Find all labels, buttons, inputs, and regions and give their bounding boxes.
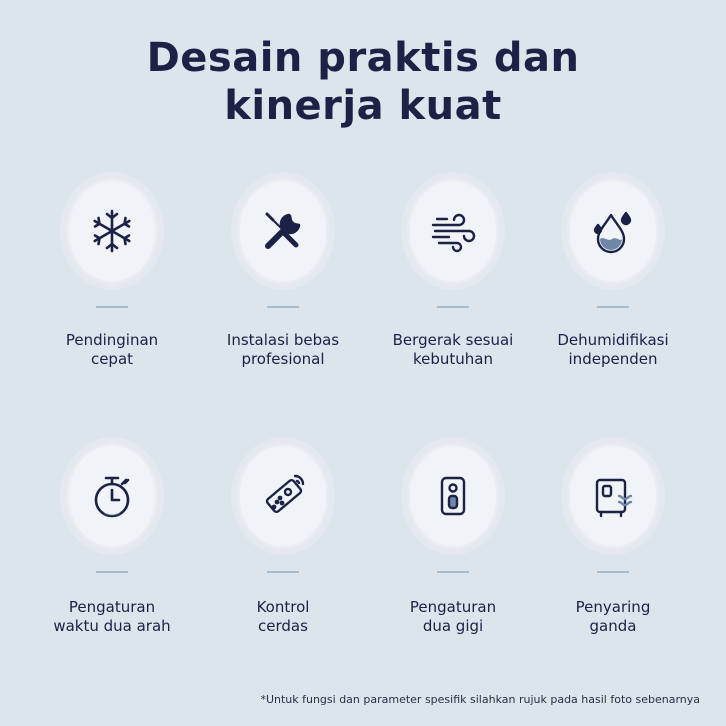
- feature-timer: [27, 437, 197, 637]
- speed-control-icon: [429, 472, 477, 520]
- water-drop-icon: [589, 207, 637, 255]
- feature-label: Dehumidifikasi independen: [557, 331, 669, 368]
- icon-badge: [231, 437, 335, 555]
- stopwatch-icon: [88, 472, 136, 520]
- disclaimer-footnote: *Untuk fungsi dan parameter spesifik silahkan rujuk pada hasil foto sebenarnya: [260, 693, 700, 706]
- wrench-screwdriver-icon: [259, 207, 307, 255]
- divider: [597, 306, 629, 308]
- filter-icon: [589, 472, 637, 520]
- divider: [437, 571, 469, 573]
- divider: [96, 571, 128, 573]
- page-title-line2: kinerja kuat: [224, 83, 502, 129]
- feature-label: Bergerak sesuai kebutuhan: [392, 331, 514, 368]
- divider: [267, 571, 299, 573]
- divider: [437, 306, 469, 308]
- feature-dehumidify: [528, 172, 698, 372]
- icon-badge: [401, 172, 505, 290]
- wind-icon: [429, 207, 477, 255]
- feature-label: Penyaring ganda: [575, 598, 651, 635]
- feature-smart-control: [198, 437, 368, 637]
- icon-badge: [60, 437, 164, 555]
- icon-badge: [60, 172, 164, 290]
- feature-double-filter: [528, 437, 698, 637]
- feature-fast-cooling: [27, 172, 197, 372]
- page-title-line1: Desain praktis dan: [146, 35, 580, 81]
- feature-label: Instalasi bebas profesional: [226, 331, 340, 368]
- divider: [96, 306, 128, 308]
- feature-label: Pengaturan dua gigi: [409, 598, 497, 635]
- icon-badge: [231, 172, 335, 290]
- divider: [597, 571, 629, 573]
- icon-badge: [561, 437, 665, 555]
- feature-label: Pendinginan cepat: [65, 331, 159, 368]
- feature-portable: [368, 172, 538, 372]
- snowflake-icon: [88, 207, 136, 255]
- icon-badge: [561, 172, 665, 290]
- feature-label: Kontrol cerdas: [256, 598, 310, 635]
- page-title: [0, 34, 726, 130]
- feature-two-speed: [368, 437, 538, 637]
- feature-label: Pengaturan waktu dua arah: [53, 598, 171, 635]
- remote-control-icon: [259, 472, 307, 520]
- icon-badge: [401, 437, 505, 555]
- divider: [267, 306, 299, 308]
- feature-easy-installation: [198, 172, 368, 372]
